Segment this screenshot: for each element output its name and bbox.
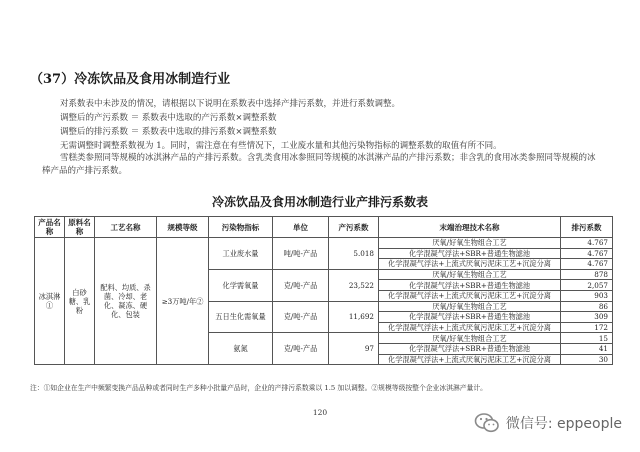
header-material: 原料名称 bbox=[65, 217, 95, 238]
wechat-icon bbox=[474, 410, 500, 436]
cell-pollutant: 五日生化需氧量 bbox=[209, 301, 273, 333]
cell-generation-coefficient: 97 bbox=[329, 333, 379, 365]
cell-discharge-coefficient: 309 bbox=[561, 312, 613, 323]
paragraph-intro: 对系数表中未涉及的情况，请根据以下说明在系数表中选择产排污系数，并进行系数调整。 bbox=[60, 99, 401, 109]
cell-unit: 克/吨-产品 bbox=[273, 269, 329, 301]
wechat-id-text: 微信号: eppeople bbox=[505, 416, 622, 432]
header-process: 工艺名称 bbox=[95, 217, 157, 238]
cell-treatment-technology: 化学混凝气浮法+SBR+普通生物滤池 bbox=[379, 343, 561, 354]
cell-discharge-coefficient: 4.767 bbox=[561, 248, 613, 259]
cell-treatment-technology: 化学混凝气浮法+SBR+普通生物滤池 bbox=[379, 248, 561, 259]
cell-generation-coefficient: 11,692 bbox=[329, 301, 379, 333]
header-scale: 规模等级 bbox=[157, 217, 209, 238]
wechat-watermark bbox=[474, 410, 622, 436]
paragraph-note: 无需调整时调整系数视为 1。同时，需注意在有些情况下，工业废水量和其他污染物指标的调整系数的取值有所不同。 bbox=[60, 141, 502, 151]
cell-scale: ≥3万吨/年② bbox=[157, 238, 209, 365]
cell-treatment-technology: 厌氧/好氧生物组合工艺 bbox=[379, 269, 561, 280]
header-pollutant: 污染物指标 bbox=[209, 217, 273, 238]
cell-material: 白砂糖、乳粉 bbox=[65, 238, 95, 365]
cell-discharge-coefficient: 878 bbox=[561, 269, 613, 280]
table-footnote: 注：①如企业在生产中频繁变换产品品种或者同时生产多种小批量产品时，企业的产排污系数乘以 1.5 加以调整。②规模等级按整个企业冰淇淋产量计。 bbox=[30, 384, 487, 392]
cell-discharge-coefficient: 4.767 bbox=[561, 238, 613, 249]
cell-treatment-technology: 厌氧/好氧生物组合工艺 bbox=[379, 301, 561, 312]
table-row bbox=[35, 238, 613, 249]
cell-discharge-coefficient: 903 bbox=[561, 290, 613, 301]
cell-generation-coefficient: 23,522 bbox=[329, 269, 379, 301]
cell-unit: 吨/吨-产品 bbox=[273, 238, 329, 270]
cell-treatment-technology: 化学混凝气浮法+上流式厌氧污泥床工艺+沉淀分离 bbox=[379, 354, 561, 365]
table-title: 冷冻饮品及食用冰制造行业产排污系数表 bbox=[211, 195, 428, 209]
header-treatment-technology: 末端治理技术名称 bbox=[379, 217, 561, 238]
cell-treatment-technology: 化学混凝气浮法+上流式厌氧污泥床工艺+沉淀分离 bbox=[379, 290, 561, 301]
cell-pollutant: 化学需氧量 bbox=[209, 269, 273, 301]
cell-discharge-coefficient: 15 bbox=[561, 333, 613, 344]
cell-discharge-coefficient: 4.767 bbox=[561, 259, 613, 270]
cell-generation-coefficient: 5.018 bbox=[329, 238, 379, 270]
cell-treatment-technology: 化学混凝气浮法+SBR+普通生物滤池 bbox=[379, 312, 561, 323]
table-header-row bbox=[35, 217, 613, 238]
formula-discharge: 调整后的排污系数 ＝ 系数表中选取的排污系数×调整系数 bbox=[60, 127, 277, 137]
header-unit: 单位 bbox=[273, 217, 329, 238]
cell-treatment-technology: 化学混凝气浮法+上流式厌氧污泥床工艺+沉淀分离 bbox=[379, 322, 561, 333]
cell-unit: 克/吨-产品 bbox=[273, 301, 329, 333]
header-generation-coefficient: 产污系数 bbox=[329, 217, 379, 238]
cell-discharge-coefficient: 86 bbox=[561, 301, 613, 312]
cell-discharge-coefficient: 172 bbox=[561, 322, 613, 333]
cell-discharge-coefficient: 2,057 bbox=[561, 280, 613, 291]
cell-product: 冰淇淋① bbox=[35, 238, 65, 365]
paragraph-reference: 雪糕类参照同等规模的冰淇淋产品的产排污系数。含乳类食用冰参照同等规模的冰淇淋产品的产排污系数；非含乳的食用冰类参照同等规模的冰棒产品的产排污系数。 bbox=[42, 153, 596, 176]
cell-treatment-technology: 化学混凝气浮法+SBR+普通生物滤池 bbox=[379, 280, 561, 291]
cell-unit: 克/吨-产品 bbox=[273, 333, 329, 365]
formula-generation: 调整后的产污系数 ＝ 系数表中选取的产污系数×调整系数 bbox=[60, 113, 277, 123]
cell-discharge-coefficient: 30 bbox=[561, 354, 613, 365]
page-number: 120 bbox=[312, 408, 328, 417]
coefficient-table bbox=[34, 216, 613, 365]
header-discharge-coefficient: 排污系数 bbox=[561, 217, 613, 238]
cell-pollutant: 工业废水量 bbox=[209, 238, 273, 270]
section-title: （37）冷冻饮品及食用冰制造行业 bbox=[30, 72, 231, 87]
cell-discharge-coefficient: 41 bbox=[561, 343, 613, 354]
cell-treatment-technology: 厌氧/好氧生物组合工艺 bbox=[379, 238, 561, 249]
cell-treatment-technology: 厌氧/好氧生物组合工艺 bbox=[379, 333, 561, 344]
cell-process: 配料、均质、杀菌、冷却、老化、凝冻、硬化、包装 bbox=[95, 238, 157, 365]
header-product: 产品名称 bbox=[35, 217, 65, 238]
cell-pollutant: 氨氮 bbox=[209, 333, 273, 365]
cell-treatment-technology: 化学混凝气浮法+上流式厌氧污泥床工艺+沉淀分离 bbox=[379, 259, 561, 270]
